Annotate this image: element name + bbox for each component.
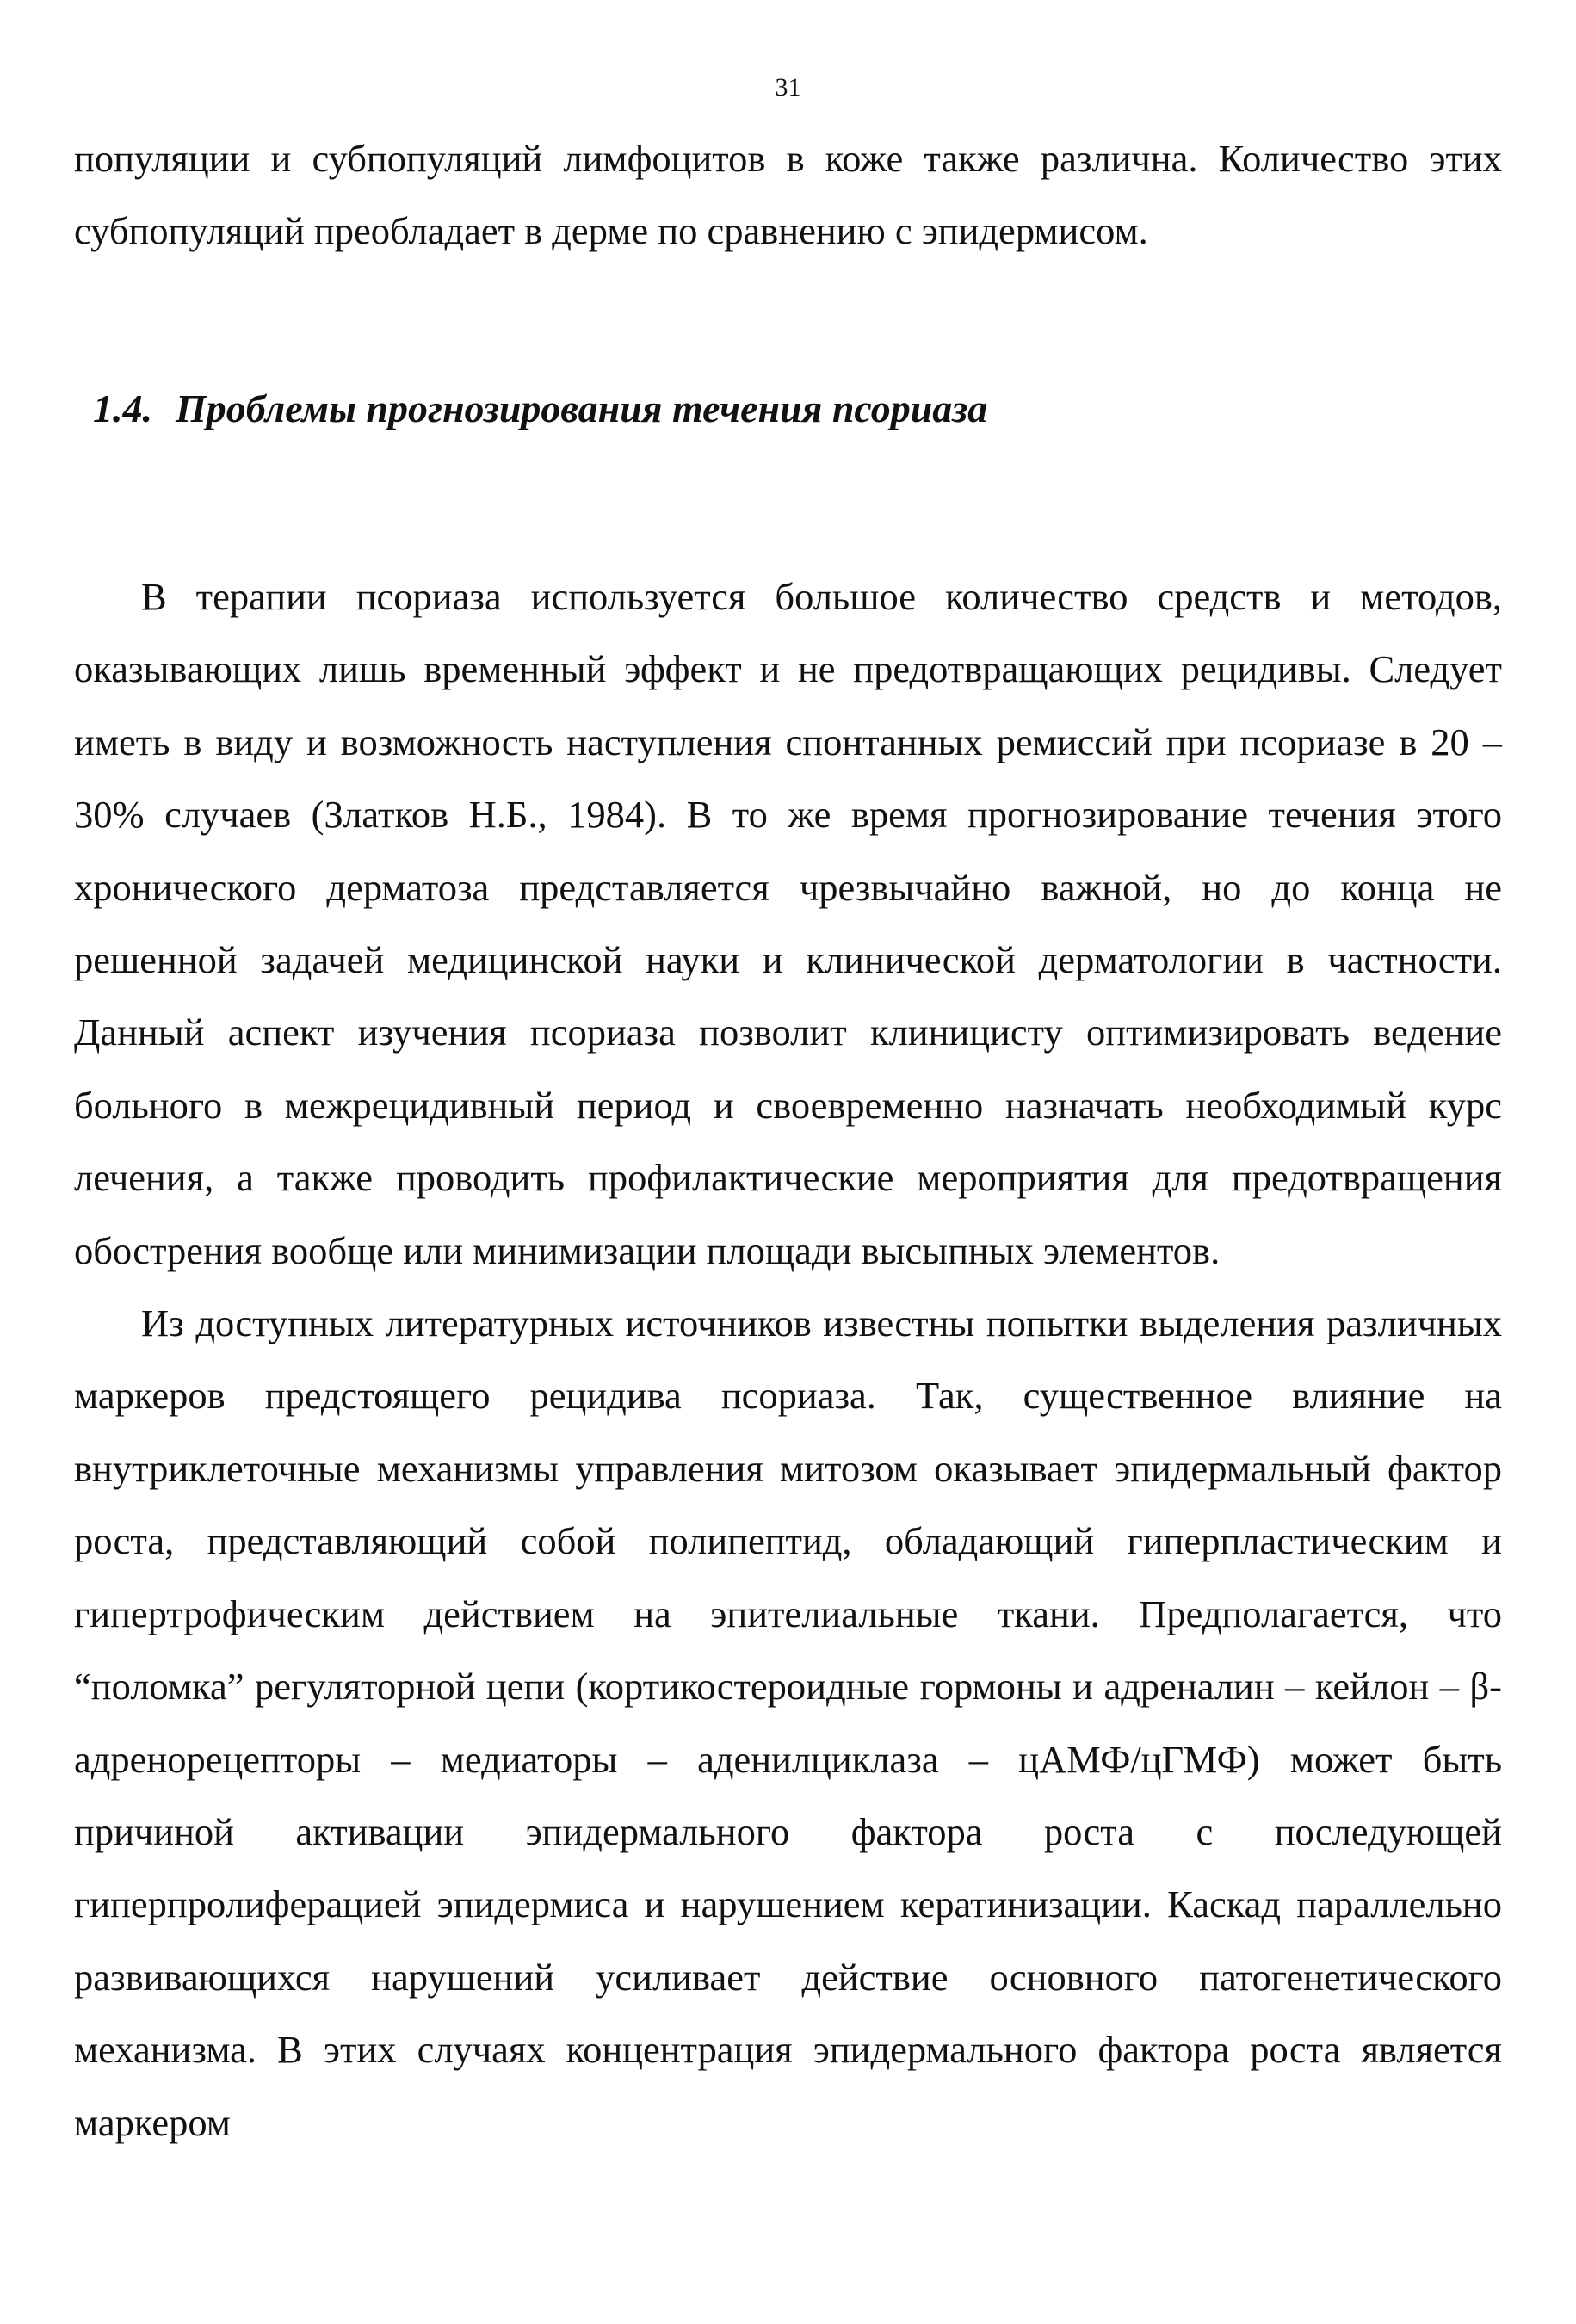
section-heading (93, 379, 1470, 439)
section-number: 1.4. (93, 386, 152, 430)
section-title: Проблемы прогнозирования течения псориаза (176, 386, 988, 430)
intro-paragraph-block (74, 122, 1502, 268)
body-text (74, 560, 1502, 2159)
body-paragraph: Из доступных литературных источников известны попытки выделения различных маркеров предстоящего рецидива псориаза. Так, существенное влияние на внутриклеточные механизмы управления митозом оказывает эпидермальный фактор роста, представляющий собой полипептид, обладающий гиперпластическим и гипертрофическим действием на эпителиальные ткани. Предполагается, что “поломка” регуляторной цепи (кортикостероидные гормоны и адреналин – кейлон – β-адренорецепторы – медиаторы – аденилциклаза – цАМФ/цГМФ) может быть причиной активации эпидермального фактора роста с последующей гиперпролиферацией эпидермиса и нарушением кератинизации. Каскад параллельно развивающихся нарушений усиливает действие основного патогенетического механизма. В этих случаях концентрация эпидермального фактора роста является маркером (74, 1301, 1502, 2144)
page-number: 31 (775, 73, 801, 102)
intro-paragraph: популяции и субпопуляций лимфоцитов в коже также различна. Количество этих субпопуляций преобладает в дерме по сравнению с эпидермисом. (74, 137, 1502, 253)
body-paragraph: В терапии псориаза используется большое количество средств и методов, оказывающих лишь временный эффект и не предотвращающих рецидивы. Следует иметь в виду и возможность наступления спонтанных ремиссий при псориазе в 20 – 30% случаев (Златков Н.Б., 1984). В то же время прогнозирование течения этого хронического дерматоза представляется чрезвычайно важной, но до конца не решенной задачей медицинской науки и клинической дерматологии в частности. Данный аспект изучения псориаза позволит клиницисту оптимизировать ведение больного в межрецидивный период и своевременно назначать необходимый курс лечения, а также проводить профилактические мероприятия для предотвращения обострения вообще или минимизации площади высыпных элементов. (74, 575, 1502, 1272)
